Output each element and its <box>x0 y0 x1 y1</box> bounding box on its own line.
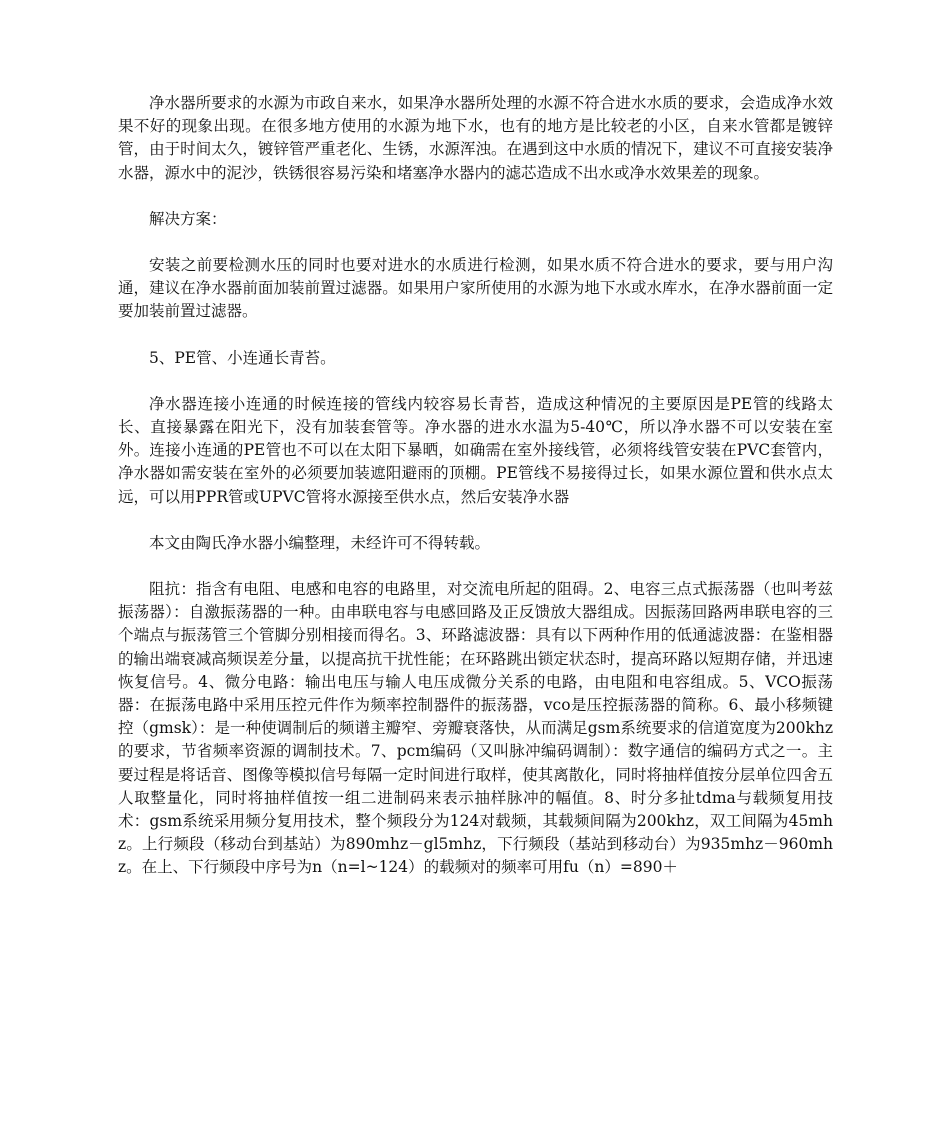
paragraph-copyright-note: 本文由陶氏净水器小编整理，未经许可不得转载。 <box>149 533 491 552</box>
paragraph-electronics-glossary: 阻抗：指含有电阻、电感和电容的电路里，对交流电所起的阻碍。2、电容三点式振荡器（也叫考兹振荡器）：自激振荡器的一种。由串联电容与电感回路及正反馈放大器组成。因振荡回路两串联电容的三个端点与振荡管三个管脚分别相接而得名。3、环路滤波器：具有以下两种作用的低通滤波器：在鉴相器的输出端衰减高频误差分量，以提高抗干扰性能；在环路跳出锁定状态时，提高环路以短期存储，并迅速恢复信号。4、微分电路：输出电压与输人电压成微分关系的电路，由电阻和电容组成。5、VCO振荡器：在振荡电路中采用压控元件作为频率控制器件的振荡器，vco是压控振荡器的简称。6、最小移频键控（gmsk）：是一种使调制后的频谱主瓣窄、旁瓣衰落快，从而满足gsm系统要求的信道宽度为200khz的要求，节省频率资源的调制技术。7、pcm编码（又叫脉冲编码调制）：数字通信的编码方式之一。主要过程是将话音、图像等模拟信号每隔一定时间进行取样，使其离散化，同时将抽样值按分层单位四舍五人取整量化，同时将抽样值按一组二进制码来表示抽样脉冲的幅值。8、时分多扯tdma与载频复用技术：gsm系统采用频分复用技术，整个频段分为124对载频，其载频间隔为200khz，双工间隔为45mhz。上行频段（移动台到基站）为890mhz－gl5mhz，下行频段（基站到移动台）为935mhz－960mhz。在上、下行频段中序号为n（n=l~124）的载频对的频率可用fu（n）=890＋ <box>118 580 833 877</box>
paragraph-pe-pipe-moss: 净水器连接小连通的时候连接的管线内较容易长青苔，造成这种情况的主要原因是PE管的线路太长、直接暴露在阳光下，没有加装套管等。净水器的进水水温为5-40℃，所以净水器不可以安装在室外。连接小连通的PE管也不可以在太阳下暴晒，如确需在室外接线管，必须将线管安装在PVC套管内，净水器如需安装在室外的必须要加装遮阳避雨的顶棚。PE管线不易接得过长，如果水源位置和供水点太远，可以用PPR管或UPVC管将水源接至供水点，然后安装净水器 <box>118 394 833 506</box>
paragraph-water-source-problem: 净水器所要求的水源为市政自来水，如果净水器所处理的水源不符合进水水质的要求，会造成净水效果不好的现象出现。在很多地方使用的水源为地下水，也有的地方是比较老的小区，自来水管都是镀锌管，由于时间太久，镀锌管严重老化、生锈，水源浑浊。在遇到这中水质的情况下，建议不可直接安装净水器，源水中的泥沙，铁锈很容易污染和堵塞净水器内的滤芯造成不出水或净水效果差的现象。 <box>118 94 833 182</box>
paragraph-solution-heading: 解决方案： <box>149 209 227 228</box>
paragraph-section-5-heading: 5、PE管、小连通长青苔。 <box>149 348 336 367</box>
paragraph-solution-body: 安装之前要检测水压的同时也要对进水的水质进行检测，如果水质不符合进水的要求，要与用户沟通，建议在净水器前面加装前置过滤器。如果用户家所使用的水源为地下水或水库水，在净水器前面一定要加装前置过滤器。 <box>118 256 833 321</box>
document-page <box>118 92 833 880</box>
